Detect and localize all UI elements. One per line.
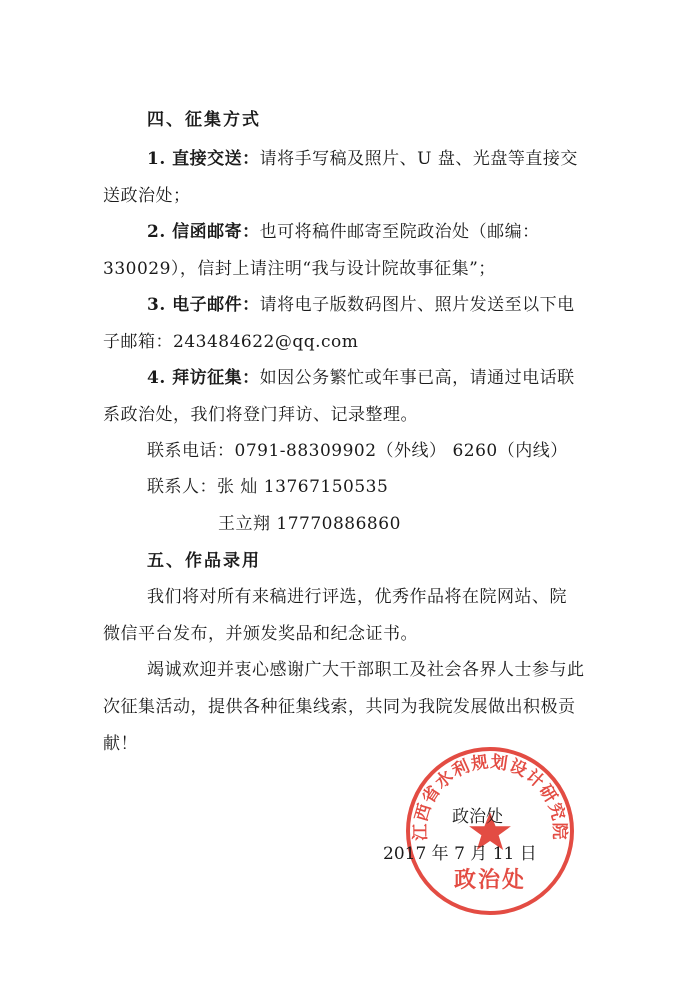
closing-line2: 次征集活动，提供各种征集线索，共同为我院发展做出积极贡 — [103, 697, 576, 717]
closing-line3: 献！ — [103, 734, 138, 754]
section4-heading: 四、征集方式 — [147, 110, 261, 130]
item2-line1 — [147, 222, 540, 242]
item3-text: 请将电子版数码图片、照片发送至以下电 — [259, 295, 575, 315]
section5-heading: 五、作品录用 — [147, 551, 261, 571]
item1-label: 1. 直接交送： — [147, 149, 260, 169]
seal-ring-text: 江西省水利规划设计研究院 — [410, 752, 570, 841]
item4-text: 如因公务繁忙或年事已高，请通过电话联 — [259, 368, 575, 388]
item2-label: 2. 信函邮寄： — [147, 222, 260, 242]
item2-line2: 330029），信封上请注明“我与设计院故事征集”； — [103, 259, 496, 279]
item1-line1 — [147, 149, 578, 169]
section5-para-line2: 微信平台发布，并颁发奖品和纪念证书。 — [103, 624, 418, 644]
item3-line1 — [147, 295, 575, 315]
item3-label: 3. 电子邮件： — [147, 295, 260, 315]
contact-person-2: 王立翔 17770886860 — [218, 514, 401, 534]
item1-text: 请将手写稿及照片、U 盘、光盘等直接交 — [259, 149, 578, 169]
official-seal — [403, 744, 577, 918]
item4-line1 — [147, 368, 575, 388]
item4-line2: 系政治处，我们将登门拜访、记录整理。 — [103, 405, 418, 425]
signature-date: 2017 年 7 月 11 日 — [383, 844, 537, 864]
signature-dept: 政治处 — [452, 807, 503, 827]
section5-para-line1: 我们将对所有来稿进行评选，优秀作品将在院网站、院 — [147, 587, 567, 607]
contact-phone: 联系电话：0791-88309902（外线） 6260（内线） — [147, 441, 568, 461]
item3-line2: 子邮箱：243484622@qq.com — [103, 332, 359, 352]
item4-label: 4. 拜访征集： — [147, 368, 260, 388]
contact-person-1: 联系人：张 灿 13767150535 — [147, 477, 389, 497]
seal-center-text: 政治处 — [453, 867, 527, 893]
seal-graphic — [403, 744, 577, 918]
closing-line1: 竭诚欢迎并衷心感谢广大干部职工及社会各界人士参与此 — [147, 660, 585, 680]
item1-line2: 送政治处； — [103, 186, 191, 206]
item2-text: 也可将稿件邮寄至院政治处（邮编： — [259, 222, 540, 242]
